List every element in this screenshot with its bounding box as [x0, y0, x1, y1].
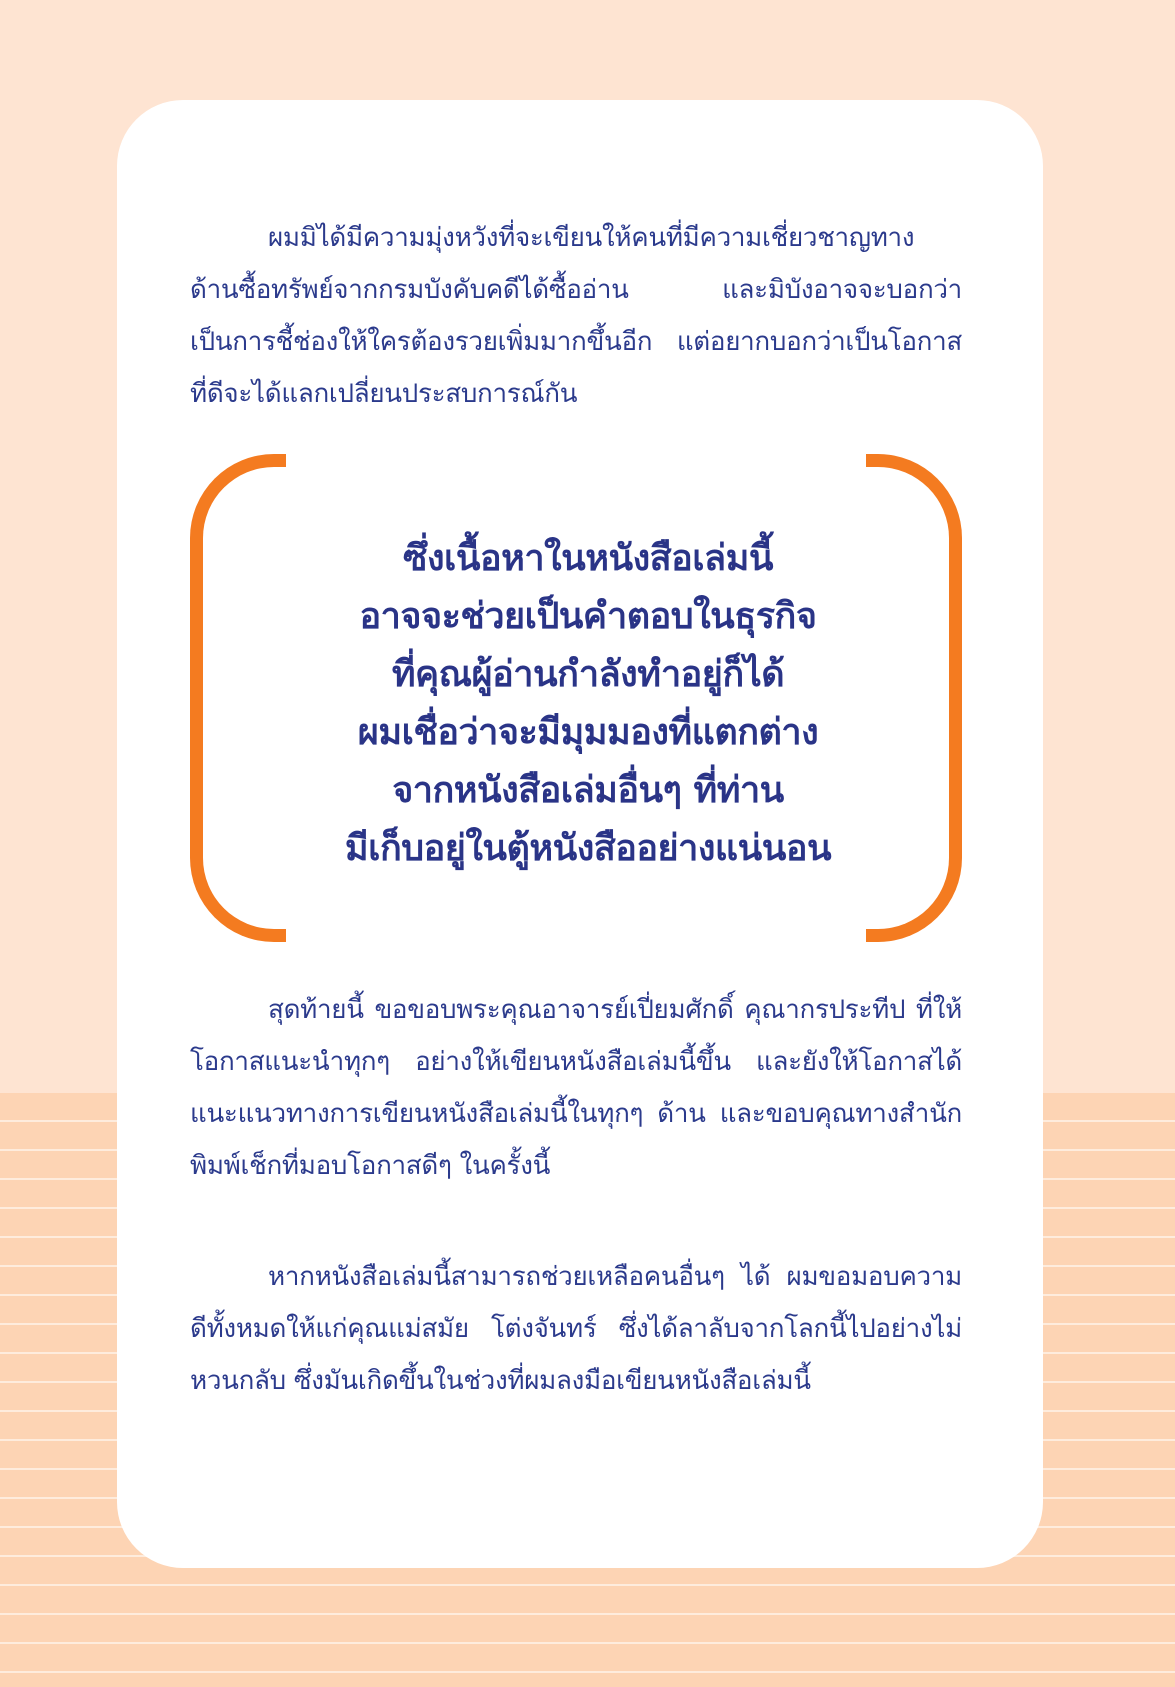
- pull-quote-line: อาจจะช่วยเป็นคำตอบในธุรกิจ: [359, 596, 817, 637]
- intro-paragraph: ผมมิได้มีความมุ่งหวังที่จะเขียนให้คนที่มีความเชี่ยวชาญทางด้านซื้อทรัพย์จากกรมบังคับคดีได้ซื้ออ่าน และมิบังอาจจะบอกว่าเป็นการชี้ช่องให้ใครต้องรวยเพิ่มมากขึ้นอีก แต่อยากบอกว่าเป็นโอกาสที่ดีจะได้แลกเปลี่ยนประสบการณ์กัน: [190, 223, 962, 409]
- pull-quote-line: จากหนังสือเล่มอื่นๆ ที่ท่าน: [392, 770, 784, 811]
- pull-quote: [240, 530, 936, 878]
- dedication-paragraph: หากหนังสือเล่มนี้สามารถช่วยเหลือคนอื่นๆ ได้ ผมขอมอบความดีทั้งหมดให้แก่คุณแม่สมัย โต่งจันทร์ ซึ่งได้ลาลับจากโลกนี้ไปอย่างไม่หวนกลับ ซึ่งมันเกิดขึ้นในช่วงที่ผมลงมือเขียนหนังสือเล่มนี้: [190, 1262, 962, 1396]
- pull-quote-line: ซึ่งเนื้อหาในหนังสือเล่มนี้: [403, 538, 773, 579]
- pull-quote-line: ที่คุณผู้อ่านกำลังทำอยู่ก็ได้: [391, 654, 785, 695]
- pull-quote-line: มีเก็บอยู่ในตู้หนังสืออย่างแน่นอน: [344, 828, 832, 869]
- thanks-paragraph: สุดท้ายนี้ ขอขอบพระคุณอาจารย์เปี่ยมศักดิ์ คุณากรประทีป ที่ให้โอกาสแนะนำทุกๆ อย่างให้เขียนหนังสือเล่มนี้ขึ้น และยังให้โอกาสได้แนะแนวทางการเขียนหนังสือเล่มนี้ในทุกๆ ด้าน และขอบคุณทางสำนักพิมพ์เช็กที่มอบโอกาสดีๆ ในครั้งนี้: [190, 995, 962, 1181]
- pull-quote-line: ผมเชื่อว่าจะมีมุมมองที่แตกต่าง: [357, 712, 819, 753]
